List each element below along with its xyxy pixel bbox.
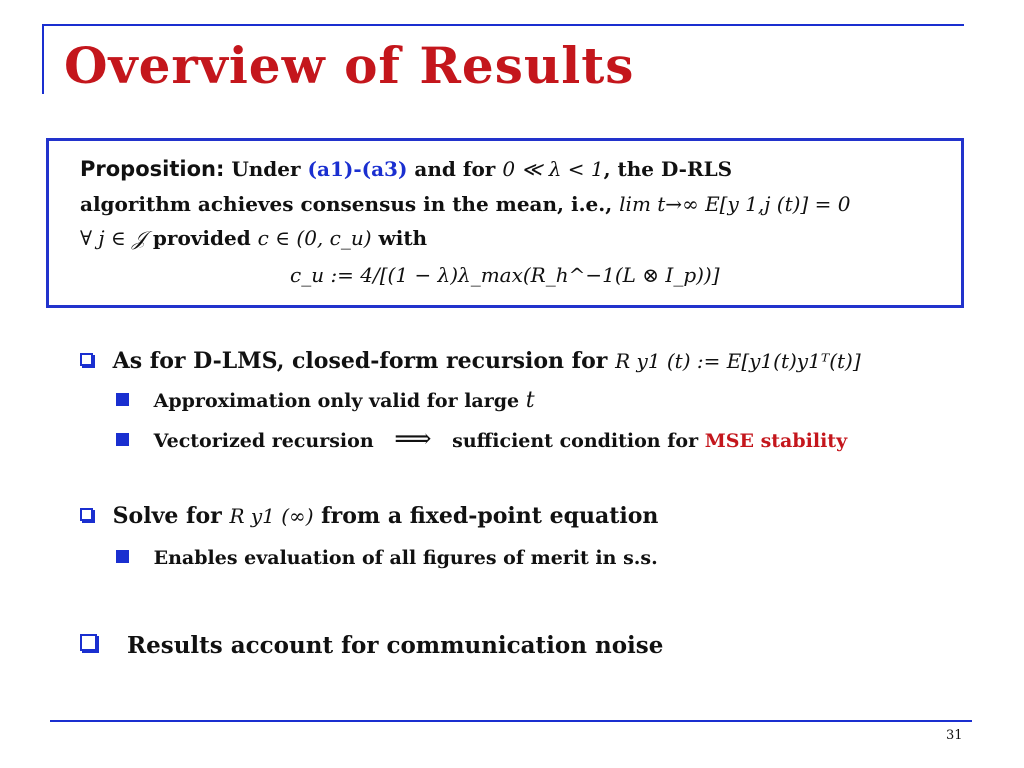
proposition-line-1 bbox=[80, 157, 732, 181]
proposition-line-3 bbox=[80, 226, 427, 250]
math-forall: ∀ j ∈ 𝒥 bbox=[80, 226, 146, 250]
text: and for bbox=[414, 157, 496, 181]
assumption-ref: (a1)-(a3) bbox=[307, 157, 408, 181]
implies-arrow: ⟹ bbox=[394, 424, 432, 454]
text: with bbox=[378, 226, 428, 250]
bullet-2-sub-1 bbox=[116, 547, 658, 569]
bullet-text: Solve for bbox=[112, 503, 222, 529]
sub-bullet-text: Vectorized recursion bbox=[153, 430, 374, 452]
bullet-text: from a fixed-point equation bbox=[321, 503, 659, 529]
filled-square-bullet-icon bbox=[116, 393, 129, 406]
bullet-1 bbox=[80, 348, 861, 374]
hollow-square-bullet-icon bbox=[80, 508, 93, 521]
hollow-square-bullet-icon bbox=[80, 634, 97, 651]
filled-square-bullet-icon bbox=[116, 433, 129, 446]
math-t: t bbox=[525, 388, 535, 413]
bullet-1-sub-2 bbox=[116, 424, 847, 454]
page-number: 31 bbox=[946, 728, 963, 743]
bullet-2 bbox=[80, 503, 658, 529]
proposition-line-2 bbox=[80, 192, 850, 216]
hollow-square-bullet-icon bbox=[80, 353, 93, 366]
text: Under bbox=[231, 157, 301, 181]
top-rule bbox=[42, 24, 964, 26]
left-rule bbox=[42, 24, 44, 94]
proposition-heading: Proposition: bbox=[80, 157, 225, 181]
math-cu-definition: c_u := 4/[(1 − λ)λ_max(R_h^−1(L ⊗ I_p))] bbox=[290, 263, 720, 287]
bullet-3 bbox=[80, 632, 663, 659]
bullet-1-sub-1 bbox=[116, 388, 535, 413]
sub-bullet-text: Approximation only valid for large bbox=[153, 390, 520, 412]
slide-title: Overview of Results bbox=[64, 36, 635, 95]
bullet-text: As for D-LMS, closed-form recursion for bbox=[112, 348, 608, 374]
math-c-range: c ∈ (0, c_u) bbox=[257, 226, 372, 250]
sub-bullet-text: Enables evaluation of all figures of merit in s.s. bbox=[153, 547, 658, 569]
text: provided bbox=[152, 226, 251, 250]
math-lambda-range: 0 ≪ λ < 1 bbox=[502, 157, 604, 181]
filled-square-bullet-icon bbox=[116, 550, 129, 563]
math-correlation-def: R y1 (t) := E[y1(t)y1ᵀ(t)] bbox=[615, 349, 861, 373]
bullet-text: Results account for communication noise bbox=[127, 632, 664, 659]
text: , the D-RLS bbox=[603, 157, 733, 181]
math-consensus-limit: lim t→∞ E[y 1,j (t)] = 0 bbox=[619, 192, 851, 216]
mse-stability-highlight: MSE stability bbox=[704, 430, 848, 452]
sub-bullet-text: sufficient condition for bbox=[452, 430, 699, 452]
math-steady-state-corr: R y1 (∞) bbox=[229, 504, 314, 528]
proposition-line-4 bbox=[290, 263, 720, 287]
bottom-rule bbox=[50, 720, 972, 722]
text: algorithm achieves consensus in the mean, i.e., bbox=[80, 192, 613, 216]
